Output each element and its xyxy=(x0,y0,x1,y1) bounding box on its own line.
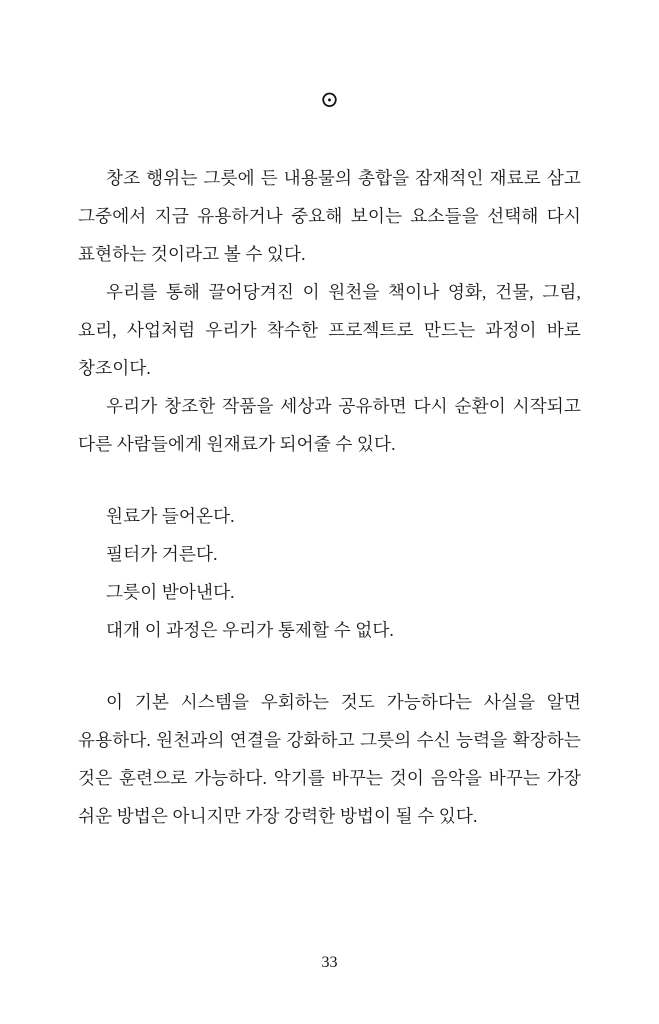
list-item: 원료가 들어온다. xyxy=(106,506,235,526)
list-item: 대개 이 과정은 우리가 통제할 수 없다. xyxy=(106,620,394,640)
paragraph: 우리를 통해 끌어당겨진 이 원천을 책이나 영화, 건물, 그림, 요리, 사업처럼 우리가 착수한 프로젝트로 만드는 과정이 바로 창조이다. xyxy=(78,282,581,378)
paragraph: 이 기본 시스템을 우회하는 것도 가능하다는 사실을 알면 유용하다. 원천과의 연결을 강화하고 그릇의 수신 능력을 확장하는 것은 훈련으로 가능하다. 악기를 바꾸는 것이 음악을 바꾸는 가장 쉬운 방법은 아니지만 가장 강력한 방법이 될 수 있다. xyxy=(78,692,581,826)
page-number: 33 xyxy=(321,954,338,971)
paragraph: 창조 행위는 그릇에 든 내용물의 총합을 잠재적인 재료로 삼고 그중에서 지금 유용하거나 중요해 보이는 요소들을 선택해 다시 표현하는 것이라고 볼 수 있다. xyxy=(78,168,581,264)
closing-section xyxy=(78,683,581,835)
list-item: 그릇이 받아낸다. xyxy=(106,582,235,602)
list-item: 필터가 거른다. xyxy=(106,544,218,564)
body-text xyxy=(78,159,581,835)
process-line-list xyxy=(78,497,581,649)
section-ornament-icon: ⊙ xyxy=(319,87,340,112)
paragraph: 우리가 창조한 작품을 세상과 공유하면 다시 순환이 시작되고 다른 사람들에게 원재료가 되어줄 수 있다. xyxy=(78,396,581,454)
